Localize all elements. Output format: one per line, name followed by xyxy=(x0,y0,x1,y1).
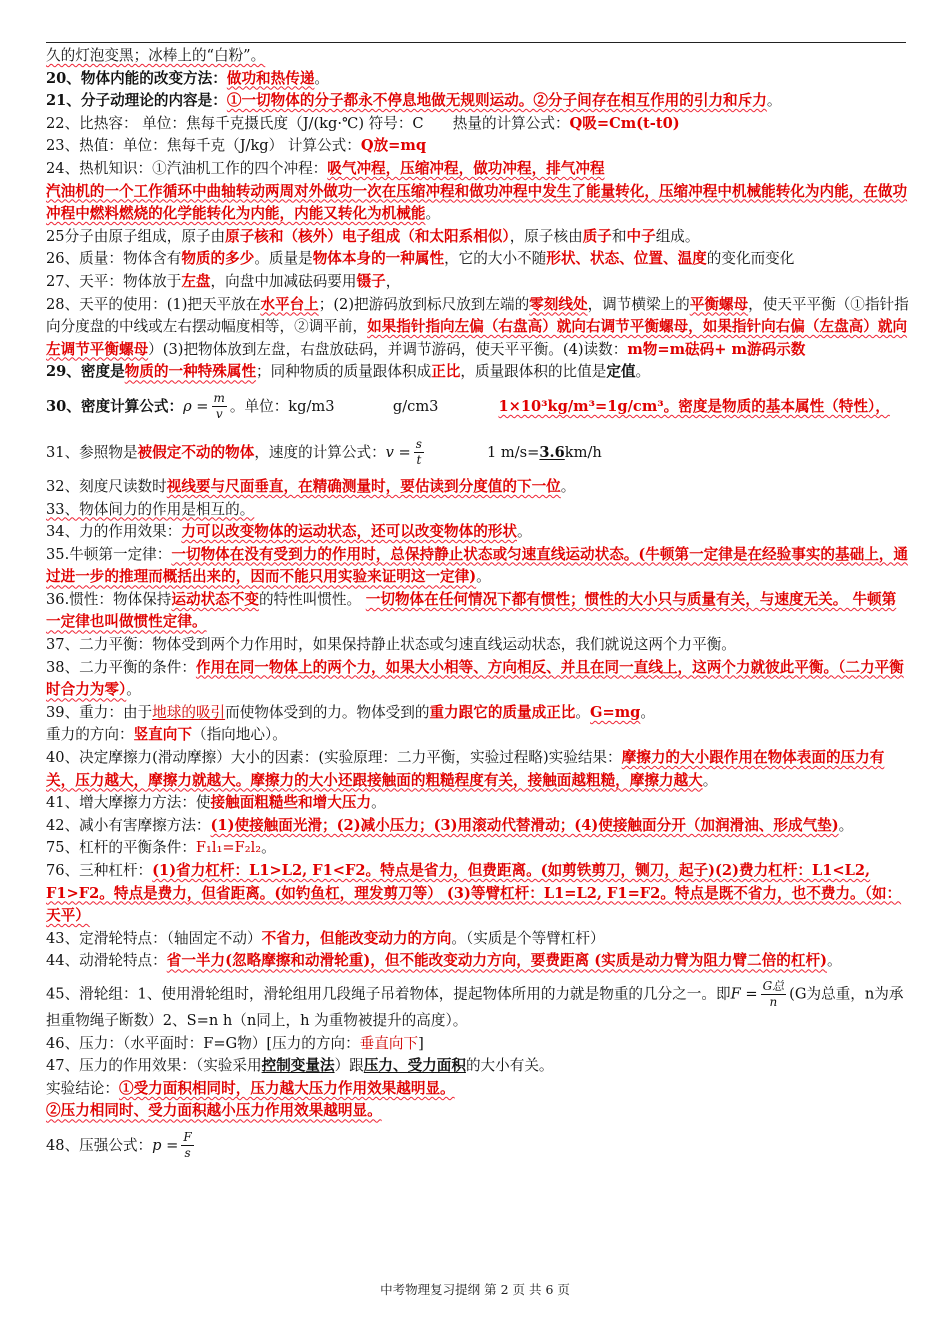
item-23: 23、热值：单位：焦每千克（J/kg） 计算公式：Q放=mq xyxy=(46,137,427,155)
item-38: 38、二力平衡的条件：作用在同一物体上的两个力，如果大小相等、方向相反、并且在同一直线上，这两个力就彼此平衡。（二力平衡时合力为零）。 xyxy=(46,658,904,699)
page-footer: 中考物理复习提纲 第 2 页 共 6 页 xyxy=(380,1282,570,1297)
item-31: 31、参照物是被假定不动的物体，速度的计算公式：v = $\frac{s}{t}$ 1 m/s=3.6km/h xyxy=(46,437,602,468)
item-35: 35.牛顿第一定律：一切物体在没有受到力的作用时，总保持静止状态或匀速直线运动状态。(牛顿第一定律是在经验事实的基础上，通过进一步的推理而概括出来的，因而不能只用实验来证明这一定律)。 xyxy=(46,545,908,586)
item-43: 43、定滑轮特点：（轴固定不动）不省力，但能改变动力的方向。（实质是个等臂杠杆） xyxy=(46,929,605,947)
speed-fraction: $\frac{s}{t}$ xyxy=(415,437,422,468)
item-39-direction: 重力的方向：竖直向下（指向地心）。 xyxy=(46,726,287,744)
item-42: 42、减小有害摩擦方法：(1)使接触面光滑；(2)减小压力；(3)用滚动代替滑动；(4)使接触面分开（加润滑油、形成气垫)。 xyxy=(46,816,854,834)
item-47-conclusion-2: ②压力相同时、受力面积越小压力作用效果越明显。 xyxy=(46,1102,382,1120)
item-32: 32、刻度尺读数时视线要与尺面垂直，在精确测量时，要估读到分度值的下一位。 xyxy=(46,477,576,495)
item-44: 44、动滑轮特点：省一半力(忽略摩擦和动滑轮重)，但不能改变动力方向，要费距离 (实质是动力臂为阻力臂二倍的杠杆)。 xyxy=(46,952,842,970)
item-48: 48、压强公式：p = $\frac{F}{s}$ xyxy=(46,1130,192,1161)
item-75: 75、杠杆的平衡条件：F₁l₁=F₂l₂。 xyxy=(46,839,276,857)
pulley-fraction: $\frac{\text{G总}}{n}$ xyxy=(762,978,785,1009)
item-20: 20、物体内能的改变方法：做功和热传递。 xyxy=(46,69,330,87)
item-33: 33、物体间力的作用是相互的。 xyxy=(46,500,255,518)
item-26: 26、质量：物体含有物质的多少。质量是物体本身的一种属性，它的大小不随形状、状态、位置、温度的变化而变化 xyxy=(46,250,795,268)
line-0: 久的灯泡变黑；冰棒上的“白粉”。 xyxy=(46,47,266,64)
item-45: 45、滑轮组：1、使用滑轮组时，滑轮组用几段绳子吊着物体，提起物体所用的力就是物重的几分之一。即F = $\frac{\text{G总}}{n}$ (G为总重，n为承担重物绳子断数）2、S=n h（n同上，h 为重物被提升的高度）。 xyxy=(46,978,904,1029)
item-21: 21、分子动理论的内容是：①一切物体的分子都永不停息地做无规则运动。②分子间存在相互作用的引力和斥力。 xyxy=(46,92,782,110)
document-body xyxy=(46,45,910,1169)
item-30: 30、密度计算公式：ρ = $\frac{m}{v}$ 。单位：kg/m3 g/cm3 1×10³kg/m³=1g/cm³。密度是物质的基本属性（特性）， xyxy=(46,391,890,422)
item-25: 25分子由原子组成，原子由原子核和（核外）电子组成（和太阳系相似），原子核由质子和中子组成。 xyxy=(46,227,700,245)
item-41: 41、增大摩擦力方法：使接触面粗糙些和增大压力。 xyxy=(46,794,386,812)
density-fraction: $\frac{m}{v}$ xyxy=(213,391,225,422)
item-39: 39、重力：由于地球的吸引而使物体受到的力。物体受到的重力跟它的质量成正比。G=mg。 xyxy=(46,703,655,721)
item-76: 76、三种杠杆：(1)省力杠杆：L1>L2, F1<F2。特点是省力，但费距离。(如剪铁剪刀，铡刀，起子)(2)费力杠杆：L1<L2, F1>F2。特点是费力，但省距离。(如钓鱼杠，理发剪刀等） (3)等臂杠杆：L1=L2, F1=F2。特点是既不省力，也不费力。（如：天平） xyxy=(46,862,902,925)
pressure-fraction: $\frac{F}{s}$ xyxy=(183,1130,192,1161)
item-36: 36.惯性：物体保持运动状态不变的特性叫惯性。 一切物体在任何情况下都有惯性；惯性的大小只与质量有关，与速度无关。 牛顿第一定律也叫做惯性定律。 xyxy=(46,590,897,631)
item-22: 22、比热容： 单位：焦每千克摄氏度（J/(kg·℃) 符号：C 热量的计算公式：Q吸=Cm(t-t0) xyxy=(46,114,680,132)
item-37: 37、二力平衡：物体受到两个力作用时，如果保持静止状态或匀速直线运动状态，我们就说这两个力平衡。 xyxy=(46,636,736,654)
item-29: 29、密度是物质的一种特殊属性；同种物质的质量跟体积成正比，质量跟体积的比值是定值。 xyxy=(46,363,651,381)
item-27: 27、天平：物体放于左盘，向盘中加减砝码要用镊子， xyxy=(46,272,401,290)
item-47: 47、压力的作用效果：（实验采用控制变量法）跟压力、受力面积的大小有关。 xyxy=(46,1057,554,1075)
item-47-conclusion: 实验结论：①受力面积相同时，压力越大压力作用效果越明显。 xyxy=(46,1079,455,1097)
item-46: 46、压力：（水平面时：F=G物）[压力的方向：垂直向下] xyxy=(46,1034,424,1052)
item-28: 28、天平的使用：(1)把天平放在水平台上；(2)把游码放到标尺放到左端的零刻线处，调节横梁上的平衡螺母，使天平平衡（①指针指向分度盘的中线或左右摆动幅度相等，②调平前，如果指针指向左偏（右盘高）就向右调节平衡螺母，如果指针向右偏（左盘高）就向左调节平衡螺母）(3)把物体放到左盘，右盘放砝码，并调节游码，使天平平衡。(4)读数：m物=m砝码+ m游码示数 xyxy=(46,295,909,358)
item-40: 40、决定摩擦力(滑动摩擦）大小的因素：(实验原理：二力平衡，实验过程略)实验结果：摩擦力的大小跟作用在物体表面的压力有关，压力越大，摩擦力就越大。摩擦力的大小还跟接触面的粗糙程度有关，接触面越粗糙，摩擦力越大。 xyxy=(46,749,885,789)
item-24: 24、热机知识：①汽油机工作的四个冲程：吸气冲程，压缩冲程，做功冲程，排气冲程 汽油机的一个工作循环中曲轴转动两周对外做功一次在压缩冲程和做功冲程中发生了能量转化，压缩冲程中机械能转化为内能，在做功冲程中燃料燃烧的化学能转化为内能，内能又转化为机械能。 xyxy=(46,159,908,223)
header-rule xyxy=(46,42,906,43)
item-34: 34、力的作用效果：力可以改变物体的运动状态，还可以改变物体的形状。 xyxy=(46,523,532,541)
